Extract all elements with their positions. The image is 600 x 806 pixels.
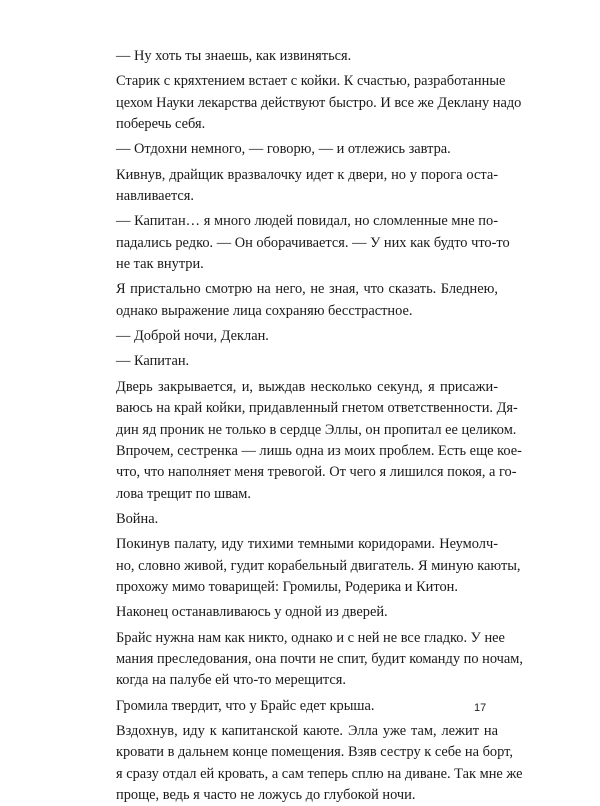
- text-line: Впрочем, сестренка — лишь одна из моих проблем. Есть еще кое-: [116, 442, 522, 459]
- text-line: однако выражение лица сохраняю бесстрастное.: [116, 302, 413, 319]
- paragraph: [116, 534, 521, 598]
- paragraph: [116, 628, 523, 692]
- text-line: Дверь закрывается, и, выждав несколько секунд, я присажи-: [116, 378, 498, 395]
- paragraph: [116, 326, 498, 347]
- text-line: кровати в дальнем конце помещения. Взяв сестру к себе на борт,: [116, 744, 513, 761]
- body-text: [116, 46, 523, 806]
- text-line: — Отдохни немного, — говорю, — и отлежись завтра.: [116, 141, 451, 158]
- paragraph: [116, 71, 522, 135]
- paragraph: [116, 696, 498, 717]
- text-line: проще, ведь я часто не ложусь до глубокой ночи.: [116, 787, 416, 803]
- text-line: я сразу отдал ей кровать, а сам теперь сплю на диване. Так мне же: [116, 765, 523, 782]
- paragraph: [116, 139, 498, 160]
- text-line: ваюсь на край койки, придавленный гнетом ответственности. Дя-: [116, 400, 518, 417]
- text-line: не так внутри.: [116, 256, 204, 273]
- text-line: Покинув палату, иду тихими темными коридорами. Неумолч-: [116, 536, 498, 553]
- text-line: навливается.: [116, 188, 195, 205]
- text-line: — Капитан.: [116, 353, 190, 370]
- text-line: поберечь себя.: [116, 116, 206, 133]
- text-line: — Капитан… я много людей повидал, но сломленные мне по-: [116, 213, 498, 230]
- text-line: цехом Науки лекарства действуют быстро. И все же Деклану надо: [116, 94, 522, 111]
- text-line: — Ну хоть ты знаешь, как извиняться.: [116, 48, 352, 64]
- paragraph: [116, 279, 498, 322]
- text-line: что, что наполняет меня тревогой. От чего я лишился покоя, а го-: [116, 464, 517, 481]
- text-line: Старик с кряхтением встает с койки. К счастью, разработанные: [116, 73, 506, 90]
- text-line: Я пристально смотрю на него, не зная, что сказать. Бледнею,: [116, 281, 498, 298]
- text-line: падались редко. — Он оборачивается. — У них как будто что-то: [116, 234, 510, 251]
- paragraph: [116, 602, 498, 623]
- paragraph: [116, 165, 498, 208]
- text-line: когда на палубе ей что-то мерещится.: [116, 672, 346, 689]
- paragraph: [116, 211, 510, 275]
- text-line: Наконец останавливаюсь у одной из дверей.: [116, 604, 388, 621]
- text-line: но, словно живой, гудит корабельный двигатель. Я миную каюты,: [116, 557, 521, 574]
- paragraph: [116, 46, 498, 67]
- paragraph: [116, 721, 523, 806]
- text-line: прохожу мимо товарищей: Громилы, Родерика и Китон.: [116, 578, 458, 595]
- text-line: Громила твердит, что у Брайс едет крыша.: [116, 697, 375, 714]
- text-line: Брайс нужна нам как никто, однако и с ней не все гладко. У нее: [116, 629, 505, 646]
- text-line: мания преследования, она почти не спит, будит команду по ночам,: [116, 650, 523, 667]
- text-line: Кивнув, драйщик вразвалочку идет к двери, но у порога оста-: [116, 166, 498, 183]
- paragraph: [116, 377, 522, 505]
- text-line: Вздохнув, иду к капитанской каюте. Элла уже там, лежит на: [116, 722, 498, 739]
- text-line: лова трещит по швам.: [116, 485, 251, 502]
- text-line: — Доброй ночи, Деклан.: [116, 328, 269, 345]
- paragraph: [116, 351, 498, 372]
- paragraph: [116, 509, 498, 530]
- text-line: дин яд проник не только в сердце Эллы, он пропитал ее целиком.: [116, 421, 517, 438]
- text-line: Война.: [116, 510, 159, 527]
- page-number: 17: [474, 702, 487, 714]
